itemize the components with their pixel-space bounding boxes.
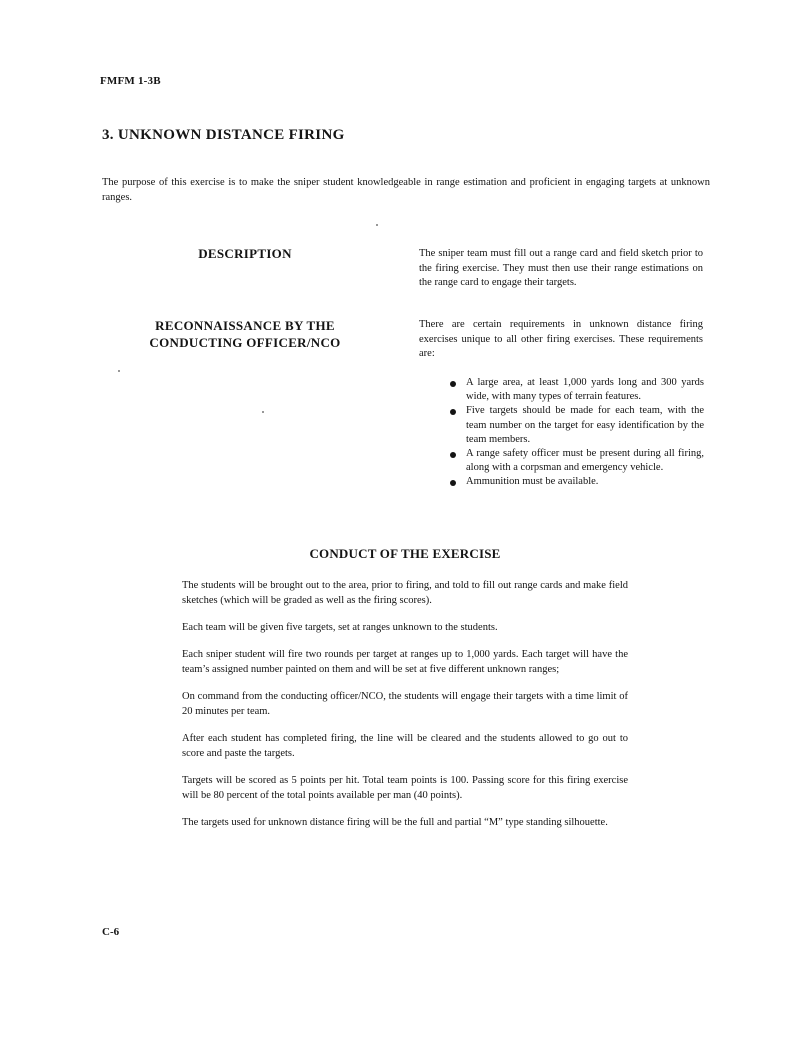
conduct-paragraph: After each student has completed firing, the line will be cleared and the students allowed to go out to score and paste the targets. (182, 733, 628, 759)
requirement-text: A range safety officer must be present during all firing, along with a corpsman and emergency vehicle. (466, 448, 704, 474)
scan-speck (262, 411, 264, 413)
requirement-text: Five targets should be made for each team, with the team number on the target for easy identification by the team members. (466, 405, 704, 445)
scan-speck (118, 370, 120, 372)
bullet-icon (450, 452, 456, 458)
list-item (450, 447, 704, 475)
conduct-paragraph: On command from the conducting officer/NCO, the students will engage their targets with a time limit of 20 minutes per team. (182, 691, 628, 717)
list-item (450, 376, 704, 404)
bullet-icon (450, 409, 456, 415)
requirement-text: Ammunition must be available. (466, 476, 599, 488)
description-text: The sniper team must fill out a range card and field sketch prior to the firing exercise. They must then use their range estimations on the range card to engage their targets. (419, 248, 703, 288)
bullet-icon (450, 480, 456, 486)
document-code: FMFM 1-3B (100, 75, 161, 87)
conduct-paragraph: Each sniper student will fire two rounds per target at ranges up to 1,000 yards. Each target will have the team’s assigned number painted on them and will be set at five different unknown ranges; (182, 649, 628, 675)
list-item (450, 475, 704, 489)
page-number: C-6 (102, 926, 120, 938)
reconnaissance-heading-line2: CONDUCTING OFFICER/NCO (149, 335, 341, 350)
bullet-icon (450, 381, 456, 387)
conduct-paragraph: Each team will be given five targets, set at ranges unknown to the students. (182, 622, 498, 633)
conduct-body (182, 578, 628, 842)
description-heading: DESCRIPTION (198, 246, 292, 261)
conduct-heading: CONDUCT OF THE EXERCISE (309, 546, 501, 561)
requirement-text: A large area, at least 1,000 yards long and 300 yards wide, with many types of terrain features. (466, 377, 704, 403)
conduct-paragraph: The students will be brought out to the area, prior to firing, and told to fill out range cards and make field sketches (which will be graded as well as the firing scores). (182, 580, 628, 606)
requirements-list (450, 376, 704, 490)
section-title: 3. UNKNOWN DISTANCE FIRING (102, 127, 345, 143)
list-item (450, 404, 704, 447)
reconnaissance-heading (130, 317, 360, 351)
conduct-paragraph: Targets will be scored as 5 points per hit. Total team points is 100. Passing score for this firing exercise will be 80 percent of the total points available per man (40 points). (182, 775, 628, 801)
reconnaissance-heading-line1: RECONNAISSANCE BY THE (155, 318, 335, 333)
reconnaissance-intro: There are certain requirements in unknown distance firing exercises unique to all other firing exercises. These requirements are: (419, 319, 703, 359)
scan-speck (376, 224, 378, 226)
conduct-paragraph: The targets used for unknown distance firing will be the full and partial “M” type standing silhouette. (182, 817, 608, 828)
purpose-paragraph: The purpose of this exercise is to make the sniper student knowledgeable in range estimation and proficient in engaging targets at unknown ranges. (102, 177, 710, 203)
